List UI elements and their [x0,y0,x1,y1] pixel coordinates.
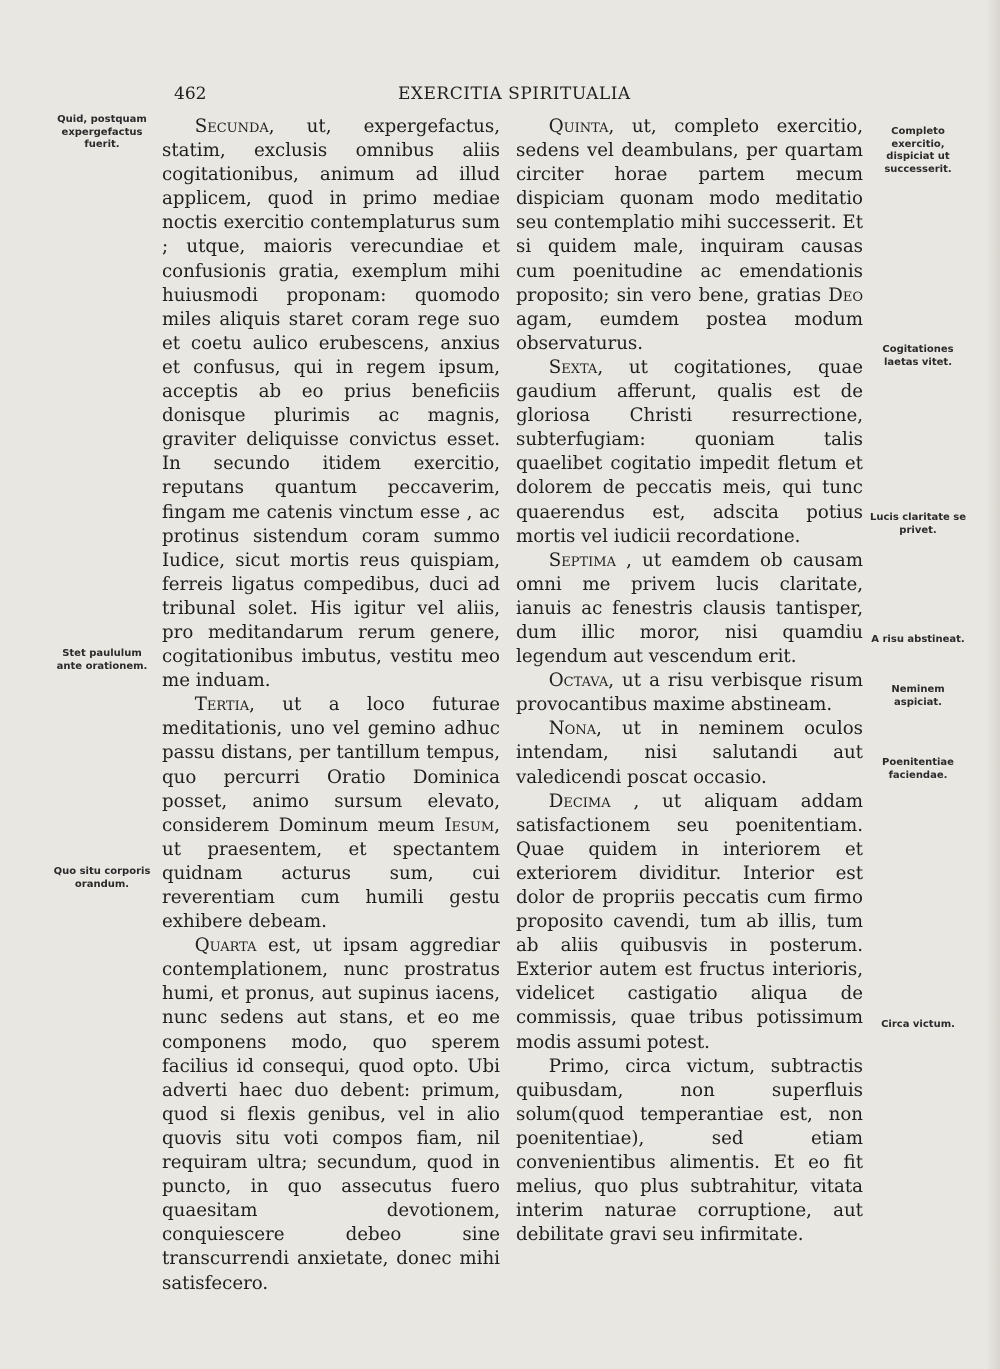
paragraph-lead: Nona [548,718,597,740]
paragraph-text: , ut aliquam addam satisfactionem seu poenitentiam. Quae quidem in interiorem et exteriorem dividitur. Interior est dolor de propriis peccatis cum firmo proposito cavendi, tum ab illis, tum ab aliis quibusvis in posterum. Exterior autem est fructus interioris, videlicet castigatio aliqua de commissis, quae tribus potissimum modis assumi potest. [516,790,863,1053]
paragraph-lead: Quarta [194,935,257,957]
paragraph-text: , ut, expergefactus, statim, exclusis omnibus aliis cogitationibus, animum ad illud applicem, quod in primo mediae noctis exercitio contemplaturus sum ; utque, maioris verecundiae et confusionis gratia, exemplum mihi huiusmodi proponam: quomodo miles aliquis staret coram rege suo et coetu aulico erubescens, anxius et confusus, qui in regem ipsum, acceptis ab eo prius beneficiis donisque plurimis ac magnis, graviter deliquisse convictus esset. In secundo itidem exercitio, reputans quantum peccaverim, fingam me catenis vinctum esse , ac protinus sistendum coram summo Iudice, sicut mortis reus quispiam, ferreis ligatus compedibus, duci ad tribunal solet. His igitur vel aliis, pro meditandarum rerum genere, cogitationibus imbutus, vestitu meo me induam. [162,116,500,692]
name-deo: Deo [828,284,863,306]
paragraph-tertia [162,693,500,934]
paragraph-quinta [516,115,863,356]
name-iesum: Iesum [444,814,495,836]
margin-note-right-5: Neminem aspiciat. [891,684,945,708]
paragraph-text: agam, eumdem postea modum observaturus. [516,308,863,354]
paragraph-lead: Decima [548,790,611,812]
page-number: 462 [174,84,207,104]
paragraph-lead: Septima [548,549,616,571]
paragraph-lead: Octava [548,670,609,692]
margin-note-left-1: Quid, postquam expergefactus fuerit. [57,114,147,150]
running-title: EXERCITIA SPIRITUALIA [398,84,631,104]
paragraph-lead: Tertia [194,694,250,716]
paragraph-octava [516,669,863,717]
paragraph-text: , ut a risu verbisque risum provocantibus maxime abstineam. [516,670,863,716]
margin-note-right-3: Lucis claritate se privet. [869,512,967,536]
margin-note-right-7: Circa victum. [881,1019,955,1030]
paragraph-text: , ut praesentem, et spectantem quidnam acturus sum, cui reverentiam cum humili gestu exhibere debeam. [162,814,500,933]
margin-note-left-3: Quo situ corporis orandum. [53,866,151,890]
paragraph-text: , ut in neminem oculos intendam, nisi salutandi aut valedicendi poscat occasio. [516,718,863,788]
margin-note-right-6: Poenitentiae faciendae. [882,757,954,781]
paragraph-decima [516,790,863,1055]
margin-note-right-1: Completo exercitio, dispiciat ut successerit. [884,126,952,175]
paragraph-text: est, ut ipsam aggrediar contemplationem, nunc prostratus humi, et pronus, aut supinus iacens, nunc sedens aut stans, et eo me componens modo, quo sperem facilius id consequi, quod opto. Ubi adverti haec duo debent: primum, quod si flexis genibus, vel in alio quovis situ voti compos fiam, nil requiram ultra; secundum, quod in puncto, in quo assecutus fuero quaesitam devotionem, conquiescere debeo sine transcurrendi anxietate, donec mihi satisfecero. [162,935,500,1294]
page-edge-shadow [986,0,1000,1369]
paragraph-primo [516,1055,863,1248]
right-text-column [516,115,863,1247]
paragraph-septima [516,549,863,669]
paragraph-quarta [162,934,500,1295]
left-text-column [162,115,500,1296]
paragraph-lead: Secunda [194,116,269,137]
paragraph-text: , ut eamdem ob causam omni me privem lucis claritate, ianuis ac fenestris clausis tantisper, dum illic moror, nisi quamdiu legendum aut vescendum erit. [516,549,863,668]
paragraph-text: , ut cogitationes, quae gaudium afferunt, qualis est de gloriosa Christi resurrectione, subterfugiam: quoniam talis quaelibet cogitatio impedit fletum et dolorem de peccatis meis, qui tunc quaerendus est, adscita potius mortis vel iudicii recordatione. [516,356,863,547]
margin-note-left-2: Stet paululum ante orationem. [56,648,148,672]
paragraph-lead: Sexta [548,356,598,378]
margin-note-right-4: A risu abstineat. [871,634,965,645]
margin-note-right-2: Cogitationes laetas vitet. [882,344,954,368]
paragraph-secunda [162,115,500,693]
paragraph-text: , ut a loco futurae meditationis, uno vel gemino adhuc passu distans, per tantillum tempus, quo percurri Oratio Dominica posset, animo sursum elevato, considerem Dominum meum [162,694,500,836]
page-header [0,84,1000,108]
paragraph-text: Primo, circa victum, subtractis quibusdam, non superfluis solum(quod temperantiae est, non poenitentiae), sed etiam convenientibus alimentis. Et eo fit melius, quo plus subtrahitur, vitata interim naturae corruptione, aut debilitate gravi seu infirmitate. [516,1055,863,1246]
paragraph-lead: Quinta [548,116,609,137]
paragraph-nona [516,717,863,789]
paragraph-sexta [516,356,863,549]
paragraph-text: , ut, completo exercitio, sedens vel deambulans, per quartam circiter horae partem mecum dispiciam quonam modo meditatio seu contemplatio mihi successerit. Et si quidem male, inquiram causas cum poenitudine ac emendationis proposito; sin vero bene, gratias [516,116,863,306]
